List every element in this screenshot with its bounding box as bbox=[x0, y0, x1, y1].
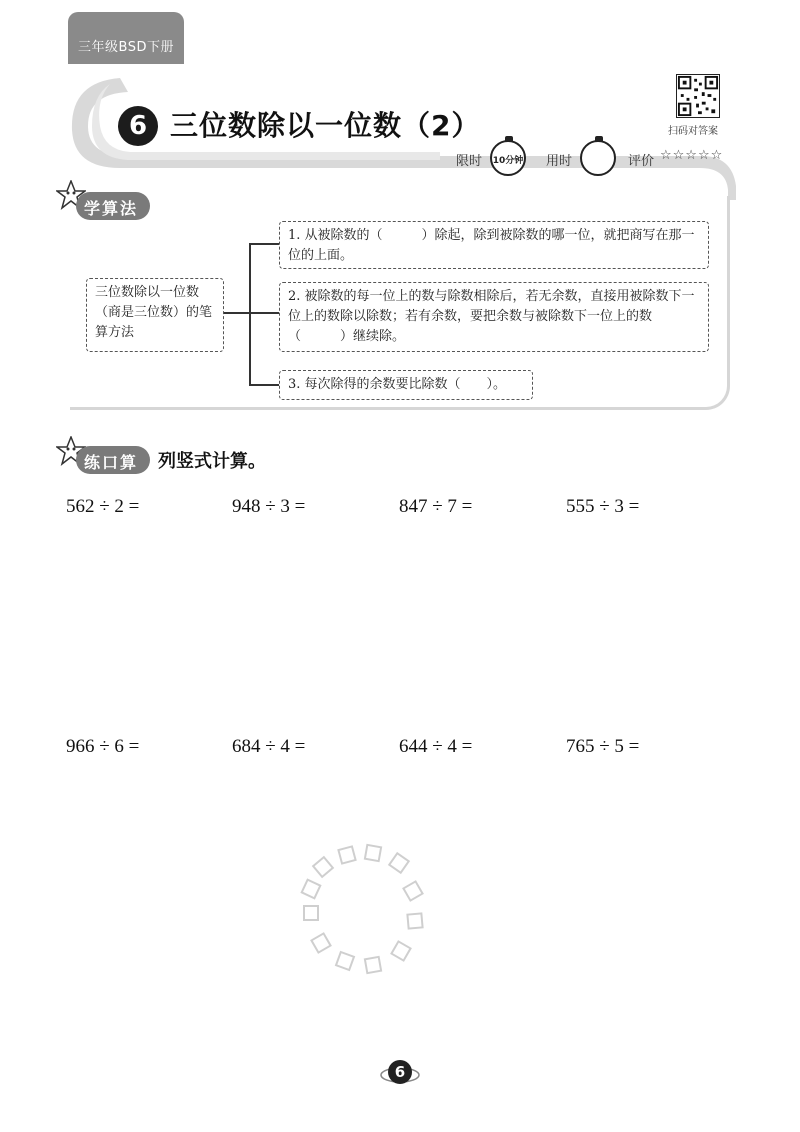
problem-2: 948 ÷ 3 = bbox=[232, 496, 306, 517]
limit-timer bbox=[490, 140, 526, 176]
qr-code-icon[interactable] bbox=[676, 74, 720, 118]
problem-4: 555 ÷ 3 = bbox=[566, 496, 640, 517]
qr-caption: 扫码对答案 bbox=[668, 126, 718, 137]
page-number: 6 bbox=[388, 1060, 412, 1084]
lesson-title: 三位数除以一位数（2） bbox=[170, 109, 481, 142]
rating-stars[interactable]: ☆☆☆☆☆ bbox=[660, 148, 724, 163]
problem-1: 562 ÷ 2 = bbox=[66, 496, 140, 517]
problem-8: 765 ÷ 5 = bbox=[566, 736, 640, 757]
rule-box-2 bbox=[279, 282, 709, 352]
problem-7: 644 ÷ 4 = bbox=[399, 736, 473, 757]
rating-label: 评价 bbox=[628, 154, 655, 169]
problem-6: 684 ÷ 4 = bbox=[232, 736, 306, 757]
limit-value: 10分钟 bbox=[492, 156, 524, 166]
rule-box-3 bbox=[279, 370, 533, 400]
used-label: 用时 bbox=[546, 154, 573, 169]
limit-label: 限时 bbox=[456, 154, 483, 169]
problem-5: 966 ÷ 6 = bbox=[66, 736, 140, 757]
concept-badge-label: 学算法 bbox=[84, 199, 139, 218]
topic-box bbox=[86, 278, 224, 352]
connector bbox=[249, 312, 279, 314]
used-timer[interactable] bbox=[580, 140, 616, 176]
connector bbox=[224, 312, 250, 314]
grade-tab bbox=[68, 12, 184, 64]
practice-title: 列竖式计算。 bbox=[158, 451, 266, 472]
connector bbox=[249, 243, 251, 385]
connector bbox=[249, 384, 279, 386]
problem-3: 847 ÷ 7 = bbox=[399, 496, 473, 517]
stopwatch-icon bbox=[505, 136, 513, 141]
rule-text: 1. 从被除数的（ ）除起，除到被除数的哪一位，就把商写在那一位的上面。 bbox=[288, 228, 695, 263]
lesson-number: 6 bbox=[118, 106, 158, 146]
grade-label: 三年级BSD下册 bbox=[78, 40, 174, 55]
rule-box-1 bbox=[279, 221, 709, 269]
practice-badge-label: 练口算 bbox=[84, 453, 139, 472]
rule-text: 3. 每次除得的余数要比除数（ ）。 bbox=[288, 377, 507, 392]
topic-text: 三位数除以一位数（商是三位数）的笔算方法 bbox=[95, 285, 213, 340]
connector bbox=[249, 243, 279, 245]
stopwatch-icon bbox=[595, 136, 603, 141]
rule-text: 2. 被除数的每一位上的数与除数相除后，若无余数，直接用被除数下一位上的数除以除数；若有余数，要把余数与被除数下一位上的数（ ）继续除。 bbox=[288, 289, 695, 344]
watermark-stamp bbox=[296, 842, 436, 982]
